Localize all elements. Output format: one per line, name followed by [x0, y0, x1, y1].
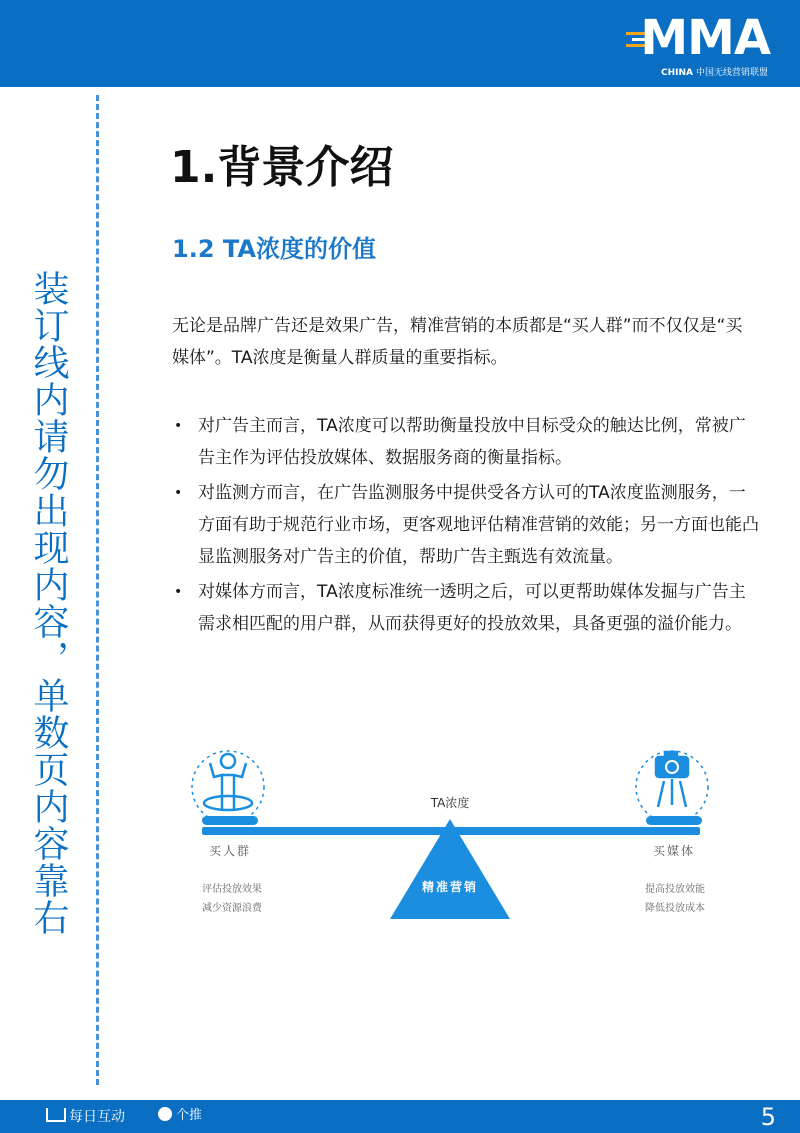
- footer-logo-meiri: [46, 1108, 125, 1126]
- mma-logo: [620, 12, 770, 76]
- logo-sub-cn: 中国无线营销联盟: [695, 68, 768, 78]
- intro-paragraph: 无论是品牌广告还是效果广告，精准营销的本质都是“买人群”而不仅仅是“买媒体”。TA浓度是衡量人群质量的重要指标。: [172, 316, 743, 368]
- logo-sub-en: CHINA: [661, 68, 693, 78]
- footer-logo-getui: [158, 1106, 202, 1126]
- getui-logo-icon: [158, 1107, 172, 1121]
- bullet-text: 对媒体方而言，TA浓度标准统一透明之后，可以更帮助媒体发掘与广告主需求相匹配的用户群，从而获得更好的投放效果，具备更强的溢价能力。: [198, 582, 746, 634]
- bullet-icon: •: [174, 418, 183, 434]
- left-label: 买人群: [208, 844, 252, 858]
- bullet-icon: •: [174, 485, 183, 501]
- left-note: 减少资源浪费: [202, 903, 262, 914]
- logo-sub-text: [661, 65, 768, 78]
- bullet-icon: •: [174, 584, 183, 600]
- right-pad: [646, 816, 702, 825]
- balance-diagram: [180, 735, 740, 935]
- left-pad: [202, 816, 258, 825]
- right-note: 降低投放成本: [645, 903, 705, 914]
- section-subtitle: 1.2 TA浓度的价值: [172, 235, 376, 263]
- person-icon: [192, 751, 264, 823]
- header-bar: [0, 0, 800, 87]
- right-note: 提高投放效能: [645, 884, 705, 895]
- page-title: 1.背景介绍: [170, 142, 394, 193]
- footer-bar: [0, 1100, 800, 1133]
- list-item: [172, 477, 762, 573]
- page-number: 5: [760, 1103, 776, 1131]
- left-note: 评估投放效果: [202, 884, 262, 895]
- meiri-logo-icon: [46, 1108, 66, 1122]
- list-item: [172, 410, 762, 474]
- bullet-text: 对监测方而言，在广告监测服务中提供受各方认可的TA浓度监测服务，一方面有助于规范行业市场，更客观地评估精准营销的效能；另一方面也能凸显监测服务对广告主的价值，帮助广告主甄选有效流量。: [198, 483, 759, 567]
- bullet-list: [172, 410, 762, 643]
- triangle-label: 精准营销: [421, 880, 479, 894]
- right-label: 买媒体: [652, 844, 696, 858]
- camera-icon: [636, 751, 708, 823]
- footer-logo1-text: 每日互动: [69, 1109, 125, 1125]
- pivot-label: TA浓度: [430, 796, 470, 810]
- logo-main-text: MMA: [640, 10, 770, 66]
- list-item: [172, 576, 762, 640]
- bullet-text: 对广告主而言，TA浓度可以帮助衡量投放中目标受众的触达比例，常被广告主作为评估投放媒体、数据服务商的衡量指标。: [198, 416, 746, 468]
- binding-margin-note: 装订线内请勿出现内容，单数页内容靠右: [28, 270, 69, 936]
- binding-dashed-line: [96, 95, 99, 1085]
- footer-logo2-text: 个推: [176, 1108, 203, 1123]
